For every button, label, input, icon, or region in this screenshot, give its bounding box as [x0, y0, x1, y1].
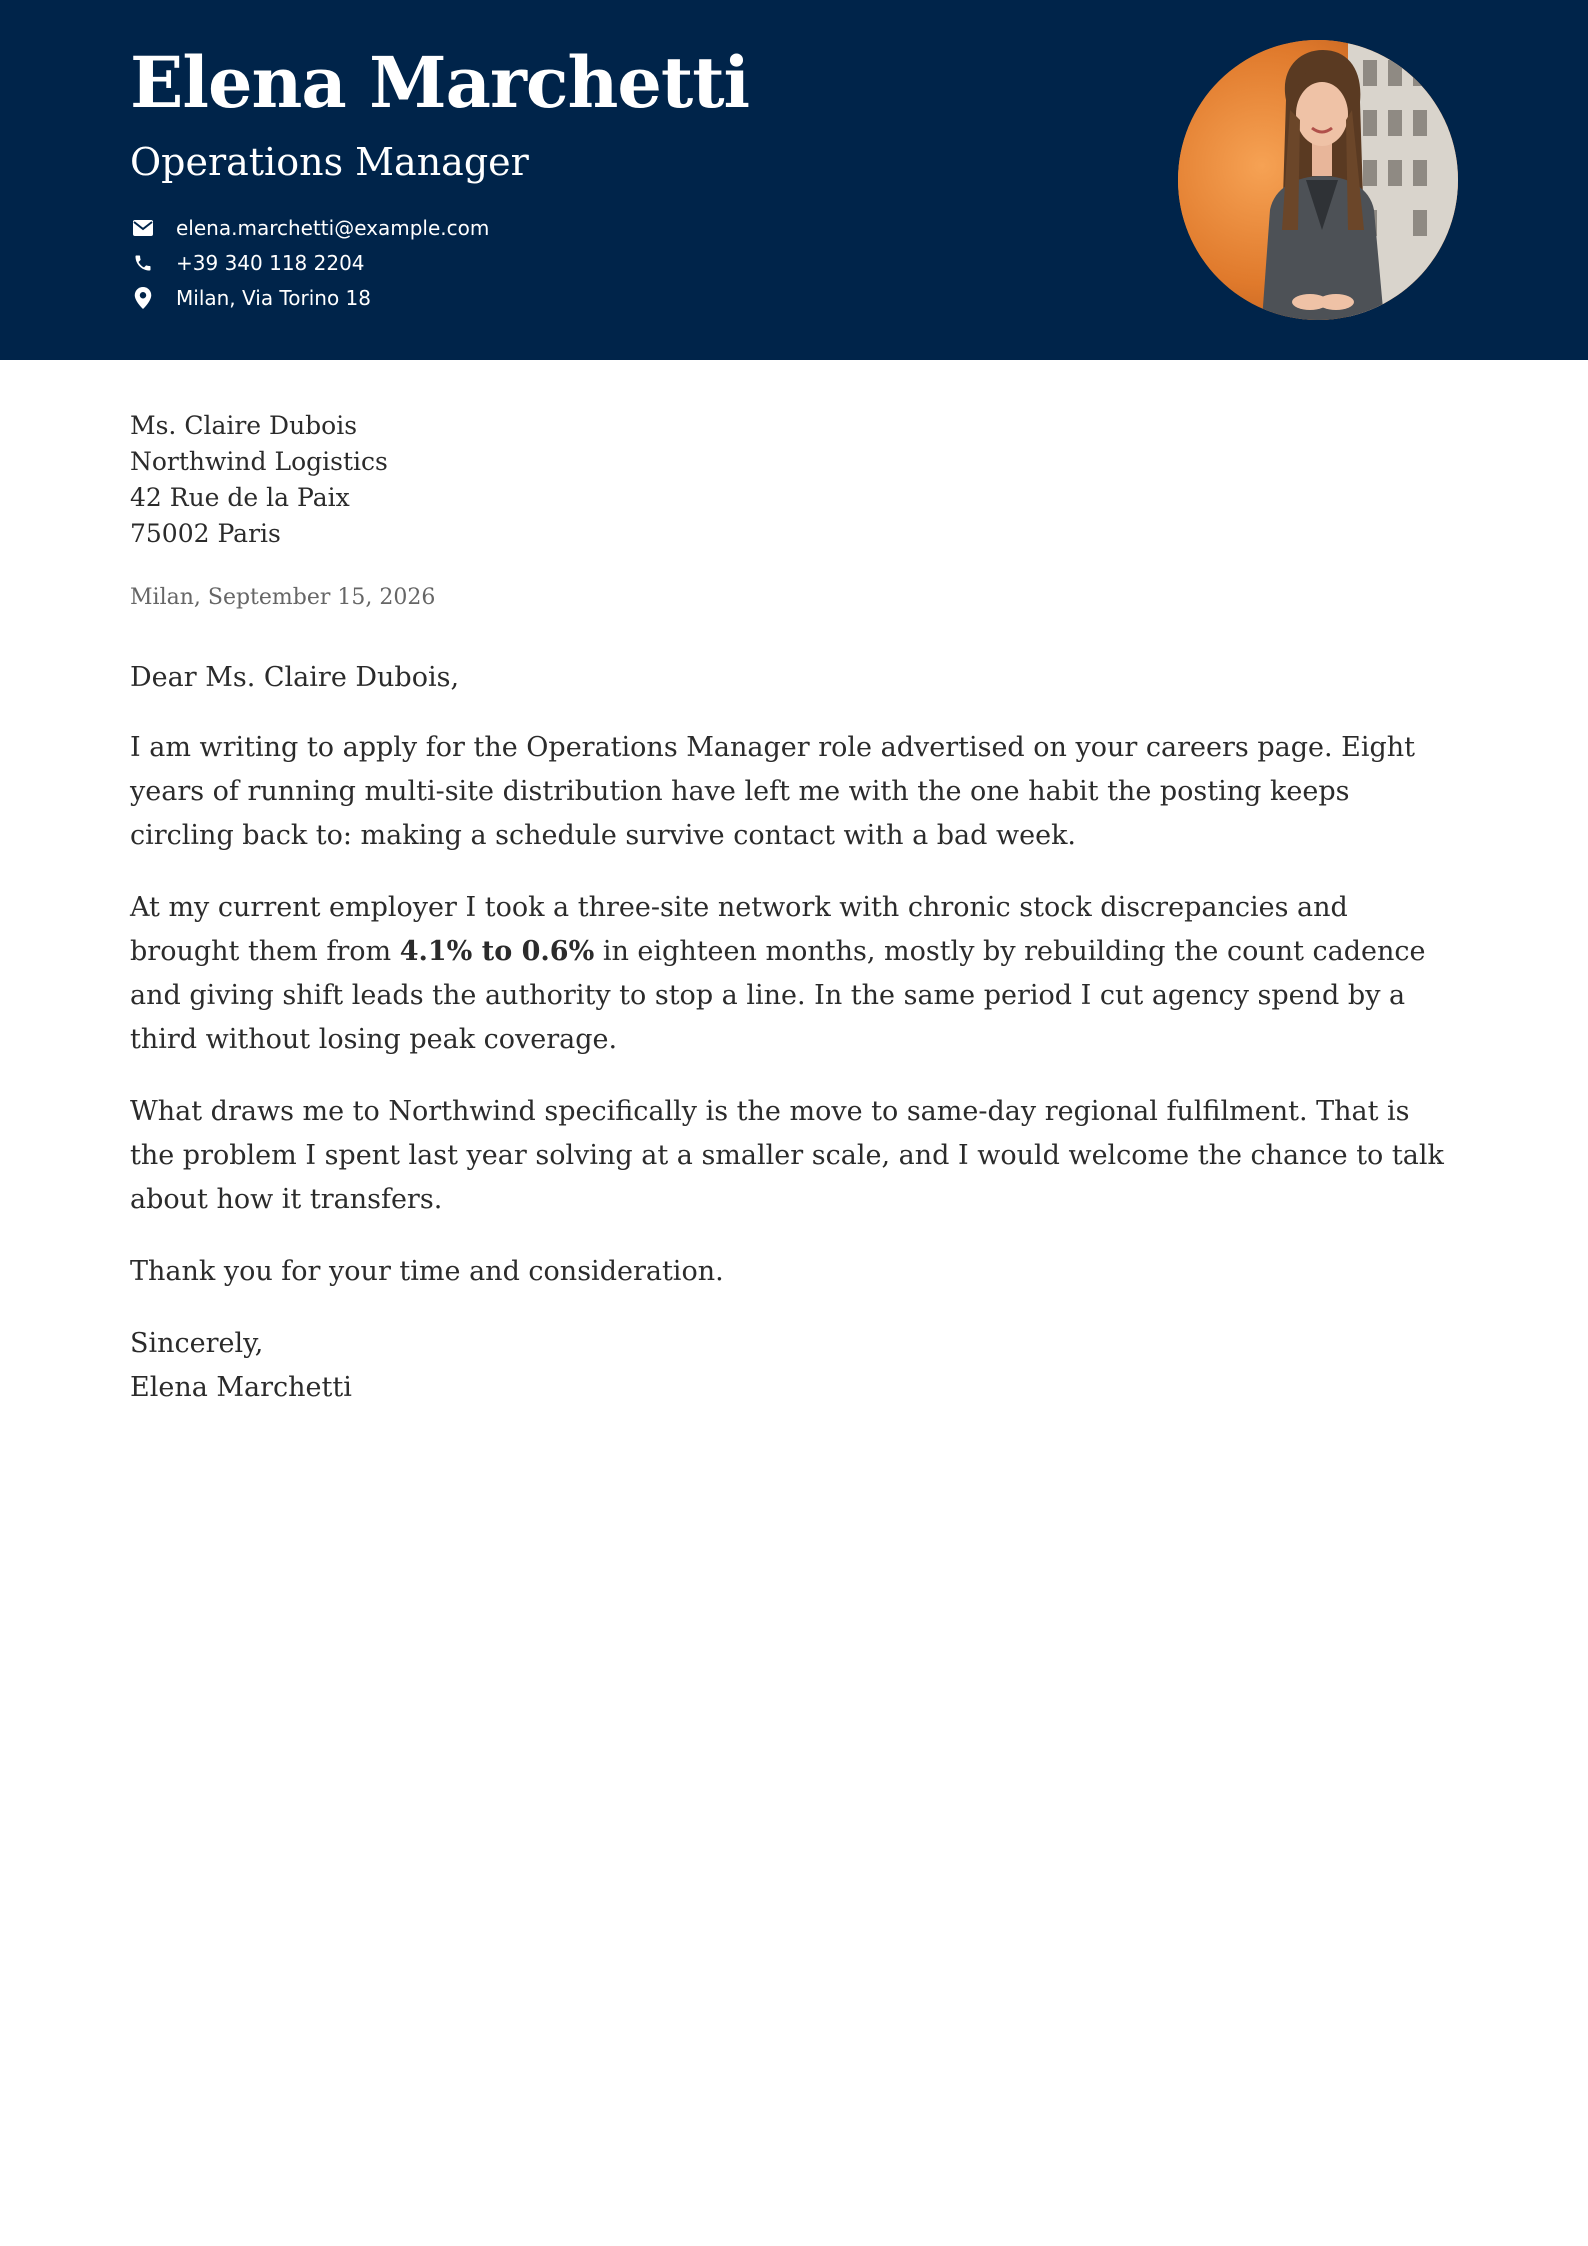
recipient-block	[130, 408, 1460, 552]
letter-date: Milan, September 15, 2026	[130, 585, 436, 610]
paragraph-achievements	[130, 886, 1460, 1062]
paragraph-achievements-start: At my current employer I took a three-site network with chronic stock discrepancies and brought them from	[130, 892, 1348, 967]
recipient-street: 42 Rue de la Paix	[130, 483, 350, 512]
contact-address-text: Milan, Via Torino 18	[176, 285, 371, 310]
contact-address[interactable]	[130, 280, 489, 315]
signature-name: Elena Marchetti	[130, 1372, 352, 1403]
paragraph-motivation: What draws me to Northwind specifically is the move to same-day regional fulfilment. That is the problem I spent last year solving at a smaller scale, and I would welcome the chance to talk about how it transfers.	[130, 1096, 1444, 1215]
profile-photo	[1178, 40, 1458, 320]
applicant-name: Elena Marchetti	[130, 41, 750, 124]
letter-header	[0, 0, 1588, 360]
paragraph-achievements-end: in eighteen months, mostly by rebuilding the count cadence and giving shift leads the authority to stop a line. In the same period I cut agency spend by a third without losing peak coverage.	[130, 936, 1426, 1055]
contact-email-text: elena.marchetti@example.com	[176, 215, 490, 240]
applicant-role: Operations Manager	[130, 140, 529, 184]
closing-phrase: Sincerely,	[130, 1328, 264, 1359]
contact-email[interactable]	[130, 210, 489, 245]
contact-list	[130, 210, 489, 315]
closing-block	[130, 1322, 1460, 1410]
highlight-metric: 4.1% to 0.6%	[399, 936, 595, 967]
recipient-name: Ms. Claire Dubois	[130, 411, 358, 440]
paragraph-intro: I am writing to apply for the Operations Manager role advertised on your careers page. Eight years of running multi-site distribution have left me with the one habit the posting keeps circling back to: making a schedule survive contact with a bad week.	[130, 732, 1416, 851]
letter-body	[130, 408, 1460, 1410]
phone-icon	[130, 250, 156, 276]
contact-phone-text: +39 340 118 2204	[176, 250, 365, 275]
recipient-city: 75002 Paris	[130, 519, 281, 548]
salutation: Dear Ms. Claire Dubois,	[130, 662, 460, 693]
contact-phone[interactable]	[130, 245, 489, 280]
envelope-icon	[130, 215, 156, 241]
paragraph-thanks: Thank you for your time and consideration.	[130, 1256, 724, 1287]
map-pin-icon	[130, 285, 156, 311]
recipient-company: Northwind Logistics	[130, 447, 388, 476]
